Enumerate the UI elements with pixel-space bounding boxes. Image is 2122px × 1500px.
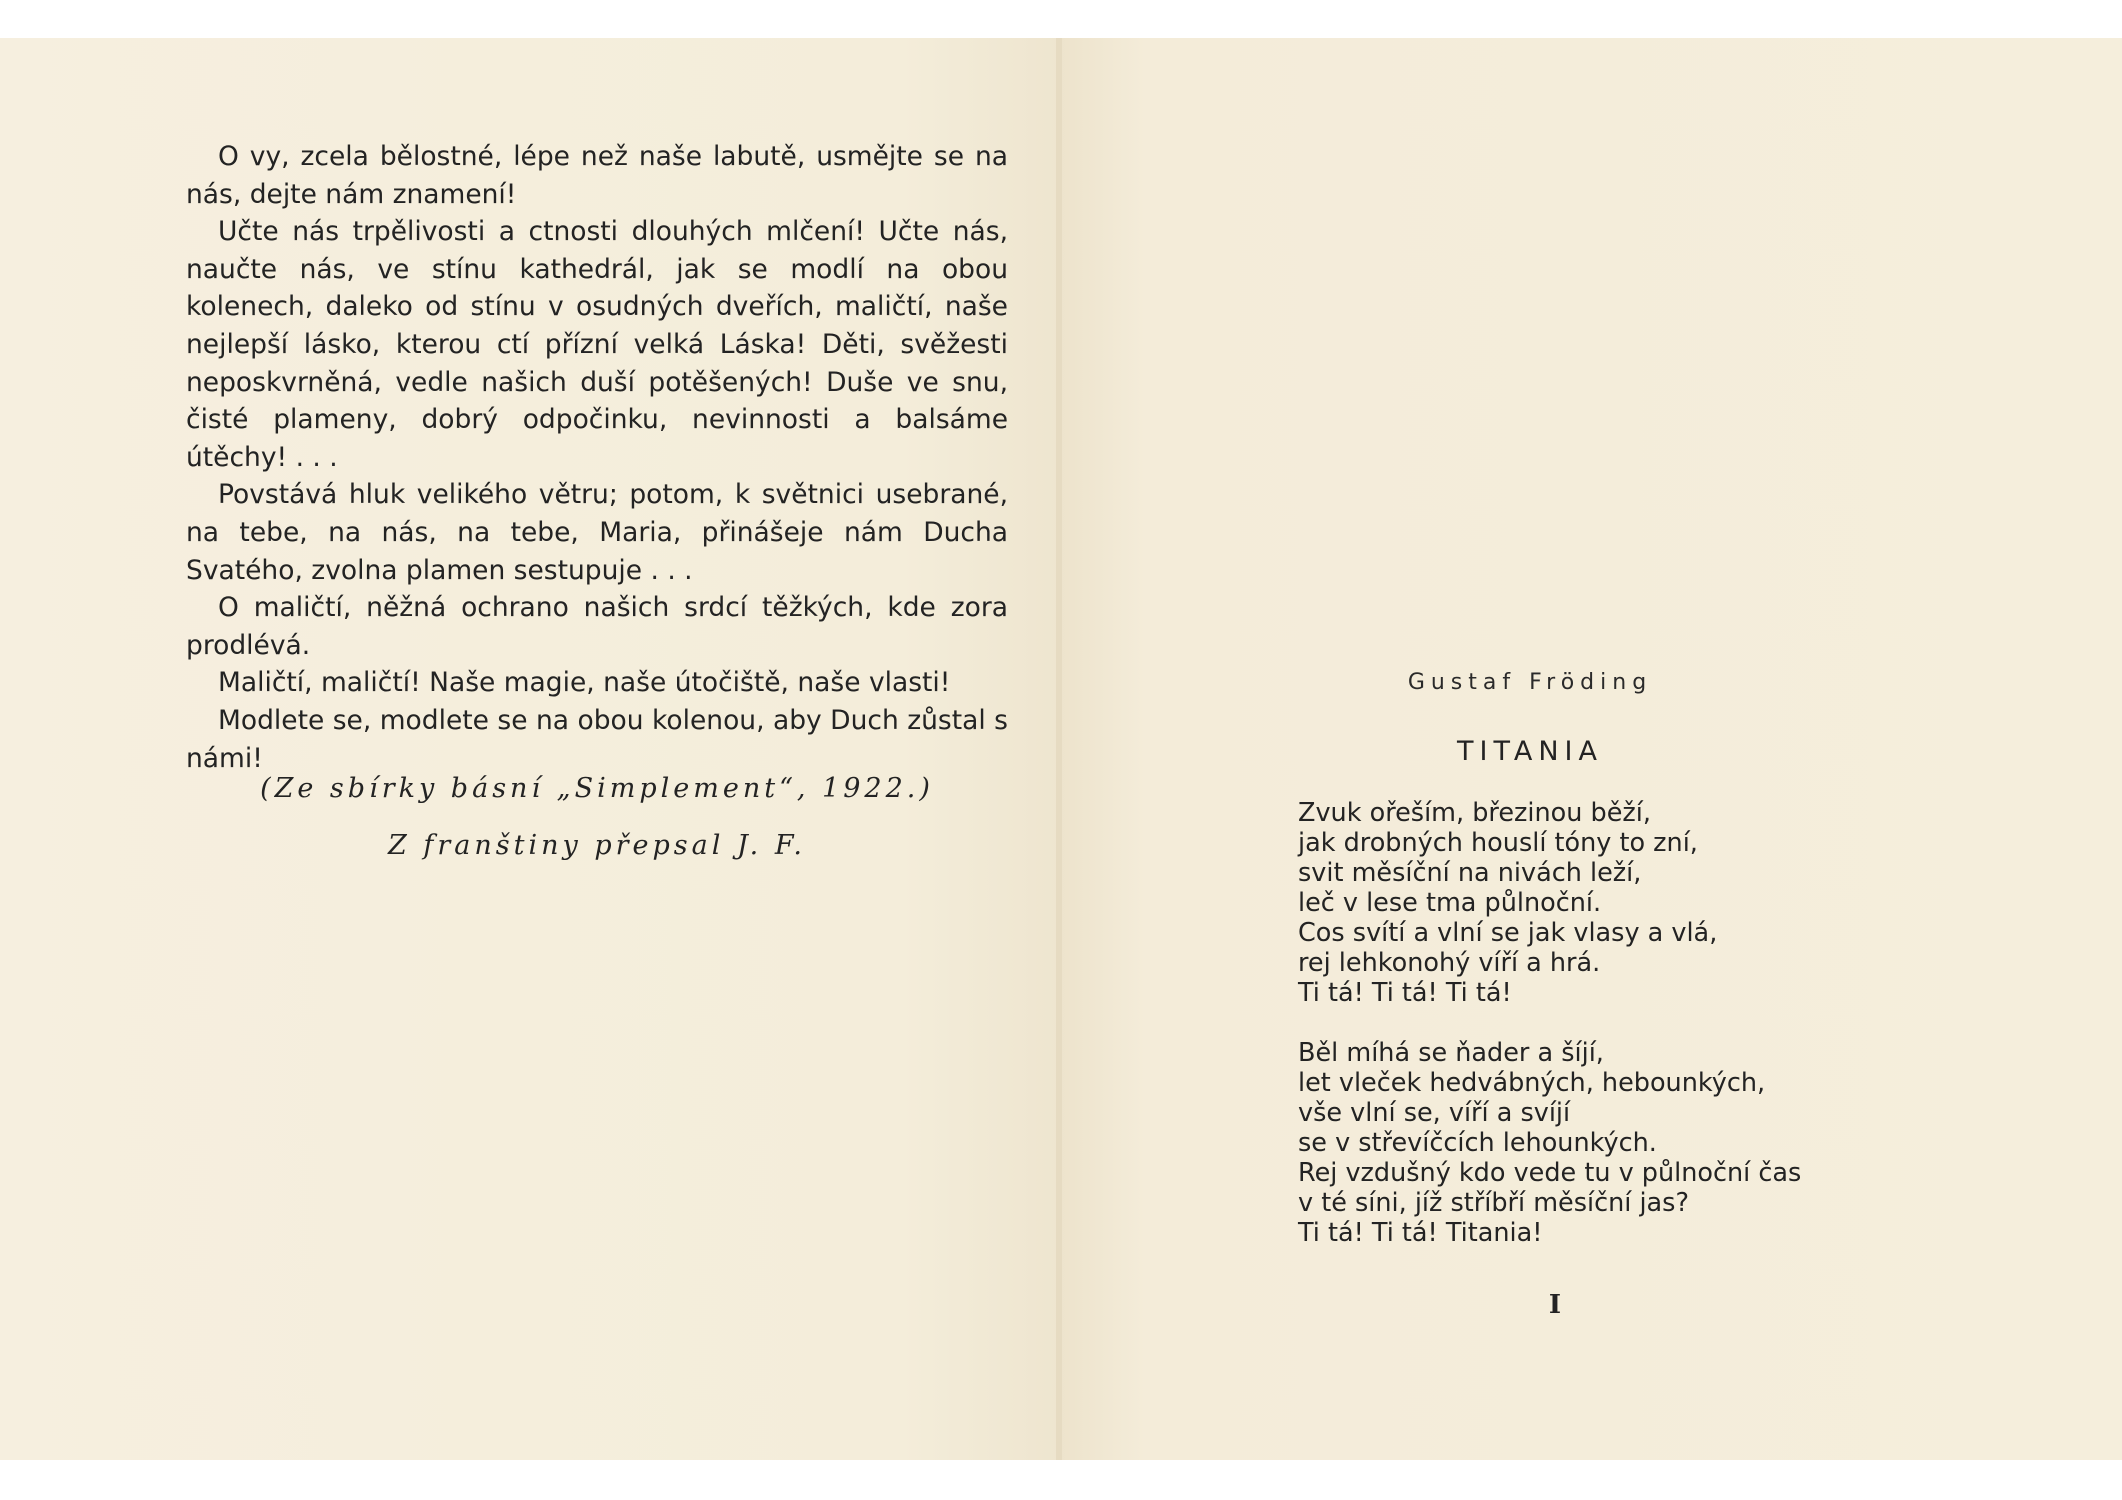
paragraph: Maličtí, maličtí! Naše magie, naše útočiště, naše vlasti! xyxy=(218,667,951,699)
paragraph: Učte nás trpělivosti a ctnosti dlouhých mlčení! Učte nás, naučte nás, ve stínu kathedrál, jak se modlí na obou kolenech, daleko od stínu v osudných dveřích, maličtí, naše nejlepší lásko, kterou ctí přízní velká Láska! Děti, svěžesti neposkvrněná, vedle našich duší potěšených! Duše ve snu, čisté plameny, dobrý odpočinku, nevinnosti a balsáme útěchy! . . . xyxy=(186,216,1008,473)
poem-author: Gustaf Fröding xyxy=(1407,670,1653,695)
poem-line: svit měsíční na nivách leží, xyxy=(1298,858,1642,888)
source-citation: (Ze sbírky básní „Simplement“, 1922.) xyxy=(260,773,934,804)
translator-credit: Z franštiny přepsal J. F. xyxy=(388,830,806,861)
book-gutter xyxy=(1056,38,1062,1460)
stanza xyxy=(1298,798,1801,1008)
poem-line: se v střevíčcích lehounkých. xyxy=(1298,1128,1657,1158)
poem-line: Ti tá! Ti tá! Titania! xyxy=(1298,1218,1543,1248)
poem-line: v té síni, jíž stříbří měsíční jas? xyxy=(1298,1188,1689,1218)
poem-line: Ti tá! Ti tá! Ti tá! xyxy=(1298,978,1512,1008)
poem-line: Zvuk ořeším, březinou běží, xyxy=(1298,798,1651,828)
paragraph: Modlete se, modlete se na obou kolenou, aby Duch zůstal s námi! xyxy=(186,704,1008,774)
poem-title: TITANIA xyxy=(1457,736,1603,767)
book-spread xyxy=(0,38,2122,1460)
page-number: I xyxy=(1548,1290,1562,1320)
poem-line: Rej vzdušný kdo vede tu v půlnoční čas xyxy=(1298,1158,1802,1188)
poem xyxy=(1298,798,1801,1278)
paragraph: O maličtí, něžná ochrano našich srdcí těžkých, kde zora prodlévá. xyxy=(186,592,1008,661)
paragraph: O vy, zcela bělostné, lépe než naše labutě, usmějte se na nás, dejte nám znamení! xyxy=(186,141,1008,210)
stanza xyxy=(1298,1038,1801,1248)
poem-line: let vleček hedvábných, hebounkých, xyxy=(1298,1068,1766,1098)
paragraph: Povstává hluk velikého větru; potom, k světnici usebrané, na tebe, na nás, na tebe, Maria, přinášeje nám Ducha Svatého, zvolna plamen sestupuje . . . xyxy=(186,479,1008,586)
poem-line: vše vlní se, víří a svíjí xyxy=(1298,1098,1571,1128)
poem-line: rej lehkonohý víří a hrá. xyxy=(1298,948,1601,978)
prose-text xyxy=(186,138,1008,777)
poem-line: Běl míhá se ňader a šíjí, xyxy=(1298,1038,1604,1068)
poem-line: Cos svítí a vlní se jak vlasy a vlá, xyxy=(1298,918,1718,948)
poem-line: jak drobných houslí tóny to zní, xyxy=(1298,828,1698,858)
poem-line: leč v lese tma půlnoční. xyxy=(1298,888,1602,918)
left-page xyxy=(0,38,1060,1460)
